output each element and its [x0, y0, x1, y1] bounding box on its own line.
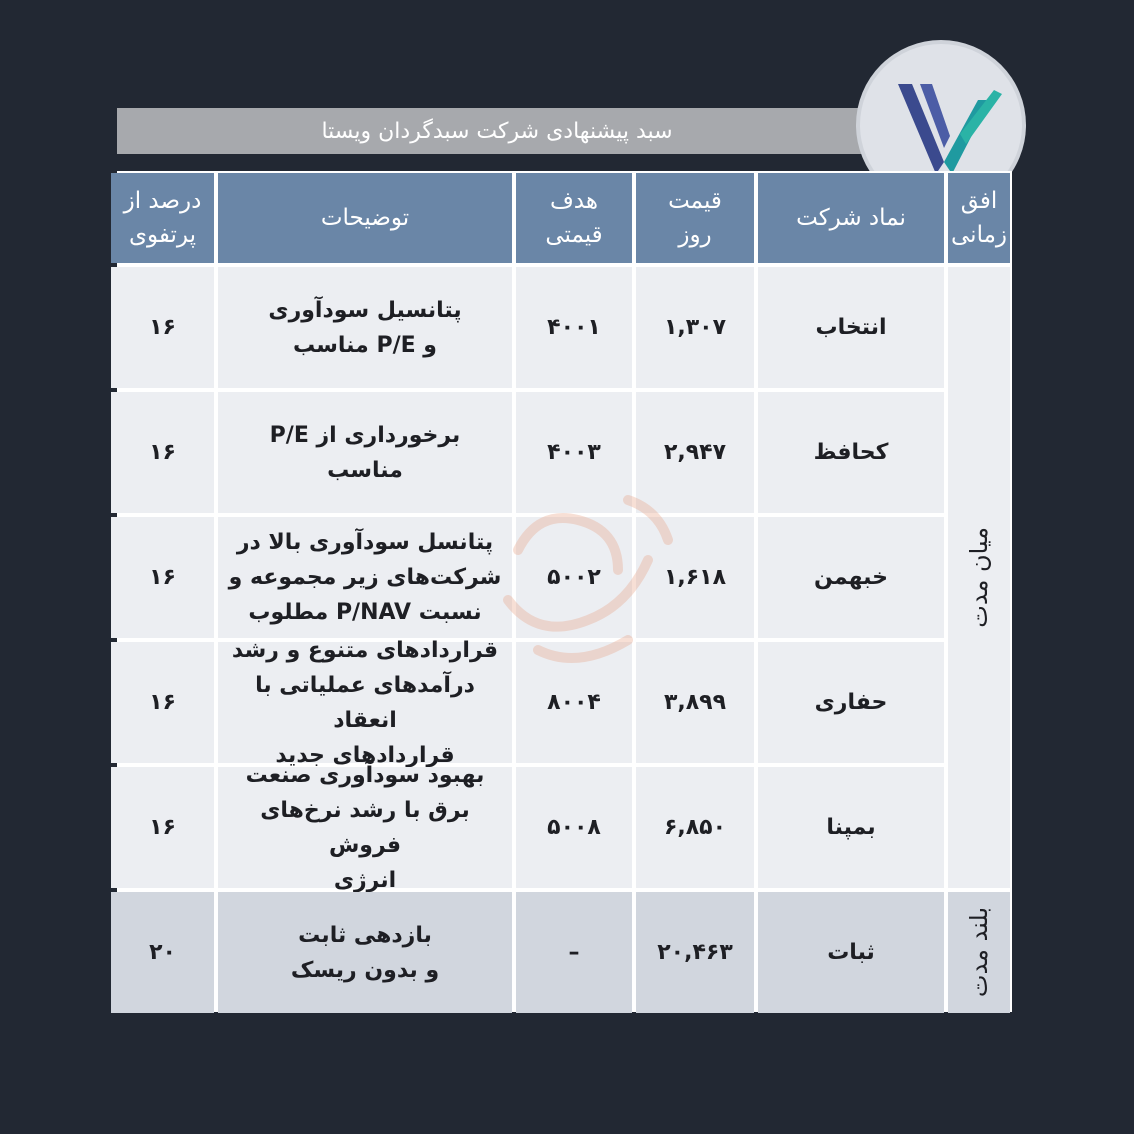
- cell-price: ۱,۶۱۸: [636, 517, 754, 638]
- cell-symbol: انتخاب: [758, 267, 944, 388]
- cell-weight: ۱۶: [111, 767, 214, 888]
- cell-price: ۱,۳۰۷: [636, 267, 754, 388]
- cell-price: ۲۰,۴۶۳: [636, 892, 754, 1013]
- horizon-medium-label: میان مدت: [964, 527, 993, 628]
- cell-description: بازدهی ثابت و بدون ریسک: [218, 892, 512, 1013]
- cell-target: –: [516, 892, 632, 1013]
- cell-price: ۲,۹۴۷: [636, 392, 754, 513]
- cell-weight: ۱۶: [111, 642, 214, 763]
- cell-description: پتانسیل سودآوری و P/E مناسب: [218, 267, 512, 388]
- cell-description: قراردادهای متنوع و رشد درآمدهای عملیاتی با انعقاد قراردادهای جدید: [218, 642, 512, 763]
- cell-symbol: ثبات: [758, 892, 944, 1013]
- header-horizon: افق زمانی: [948, 173, 1010, 263]
- page-title: سبد پیشنهادی شرکت سبدگردان ویستا: [117, 108, 877, 154]
- header-description: توضیحات: [218, 173, 512, 263]
- cell-weight: ۱۶: [111, 517, 214, 638]
- cell-price: ۶,۸۵۰: [636, 767, 754, 888]
- cell-weight: ۱۶: [111, 392, 214, 513]
- header-price: قیمت روز: [636, 173, 754, 263]
- cell-description: بهبود سودآوری صنعت برق با رشد نرخ‌های فروش انرژی: [218, 767, 512, 888]
- cell-target: ۸۰۰۴: [516, 642, 632, 763]
- portfolio-table: [117, 171, 1012, 1012]
- horizon-long-label: بلند مدت: [964, 907, 993, 998]
- cell-symbol: کحافظ: [758, 392, 944, 513]
- header-target: هدف قیمتی: [516, 173, 632, 263]
- cell-price: ۳,۸۹۹: [636, 642, 754, 763]
- cell-target: ۵۰۰۲: [516, 517, 632, 638]
- cell-target: ۴۰۰۳: [516, 392, 632, 513]
- cell-description: برخورداری از P/E مناسب: [218, 392, 512, 513]
- cell-target: ۵۰۰۸: [516, 767, 632, 888]
- cell-weight: ۱۶: [111, 267, 214, 388]
- horizon-medium: [948, 267, 1010, 888]
- cell-symbol: خبهمن: [758, 517, 944, 638]
- cell-symbol: حفاری: [758, 642, 944, 763]
- cell-description: پتانسل سودآوری بالا در شرکت‌های زیر مجموعه و نسبت P/NAV مطلوب: [218, 517, 512, 638]
- cell-weight: ۲۰: [111, 892, 214, 1013]
- horizon-long: [948, 892, 1010, 1013]
- header-weight: درصد از پرتفوی: [111, 173, 214, 263]
- header-symbol: نماد شرکت: [758, 173, 944, 263]
- cell-target: ۴۰۰۱: [516, 267, 632, 388]
- cell-symbol: بمپنا: [758, 767, 944, 888]
